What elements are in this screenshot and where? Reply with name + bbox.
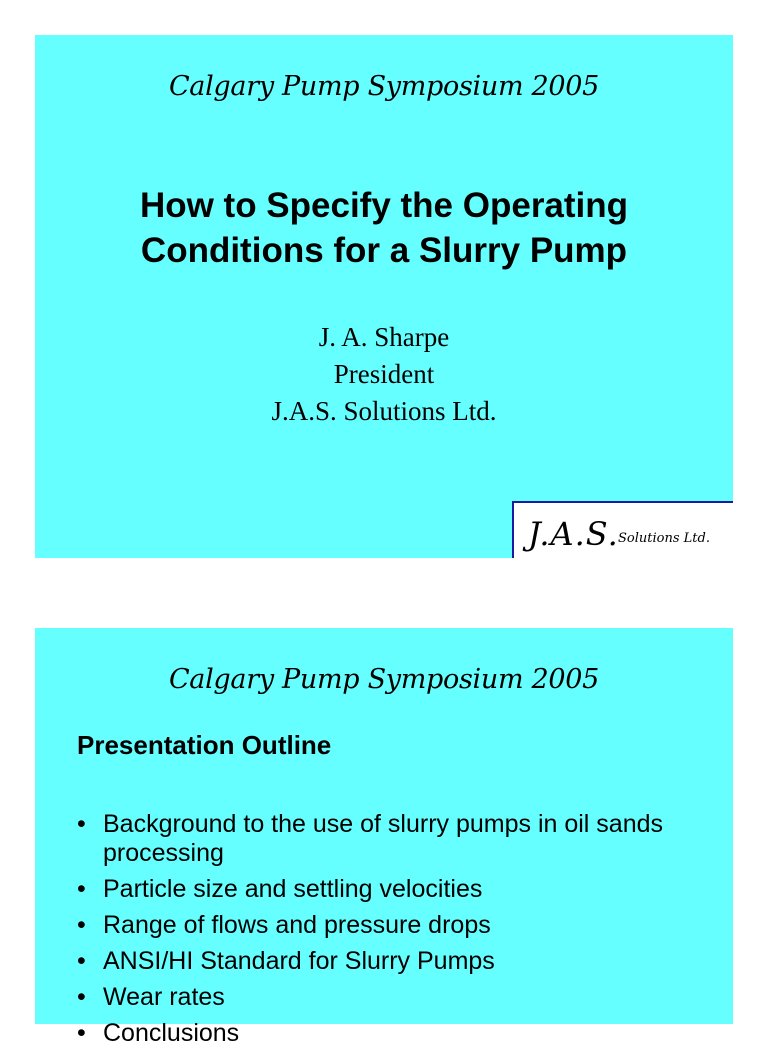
bullet-icon: • — [77, 911, 86, 939]
bullet-text: Background to the use of slurry pumps in oil sands processing — [103, 810, 664, 867]
list-item — [77, 1019, 697, 1048]
list-item — [77, 875, 697, 904]
author-role: President — [333, 359, 435, 389]
bullet-text: ANSI/HI Standard for Slurry Pumps — [103, 947, 495, 975]
company-logo — [512, 501, 733, 558]
bullet-text: Range of flows and pressure drops — [103, 911, 491, 939]
slide-header: Calgary Pump Symposium 2005 — [168, 71, 600, 102]
bullet-icon: • — [77, 875, 86, 903]
bullet-icon: • — [77, 810, 86, 838]
section-title: Presentation Outline — [77, 730, 332, 760]
bullet-text: Conclusions — [103, 1019, 240, 1047]
bullet-text: Wear rates — [103, 983, 225, 1011]
author-name: J. A. Sharpe — [318, 322, 450, 352]
list-item — [77, 911, 697, 940]
bullet-icon: • — [77, 947, 86, 975]
slide-header: Calgary Pump Symposium 2005 — [168, 664, 600, 695]
list-item — [77, 947, 697, 976]
outline-slide — [35, 628, 733, 1047]
title-slide — [35, 35, 733, 558]
bullet-icon: • — [77, 1019, 86, 1047]
list-item — [77, 983, 697, 1012]
bullet-icon: • — [77, 983, 86, 1011]
title-line-2: Conditions for a Slurry Pump — [140, 231, 628, 270]
author-company: J.A.S. Solutions Ltd. — [271, 396, 497, 426]
bullet-text: Particle size and settling velocities — [103, 875, 483, 903]
author-block — [35, 319, 733, 430]
logo-main-text: J.A.S. — [528, 515, 619, 553]
title-line-1: How to Specify the Operating — [139, 186, 629, 225]
list-item — [77, 810, 697, 868]
presentation-title — [35, 183, 733, 273]
logo-sub-text: Solutions Ltd. — [618, 531, 710, 546]
bullet-list — [77, 810, 697, 1055]
